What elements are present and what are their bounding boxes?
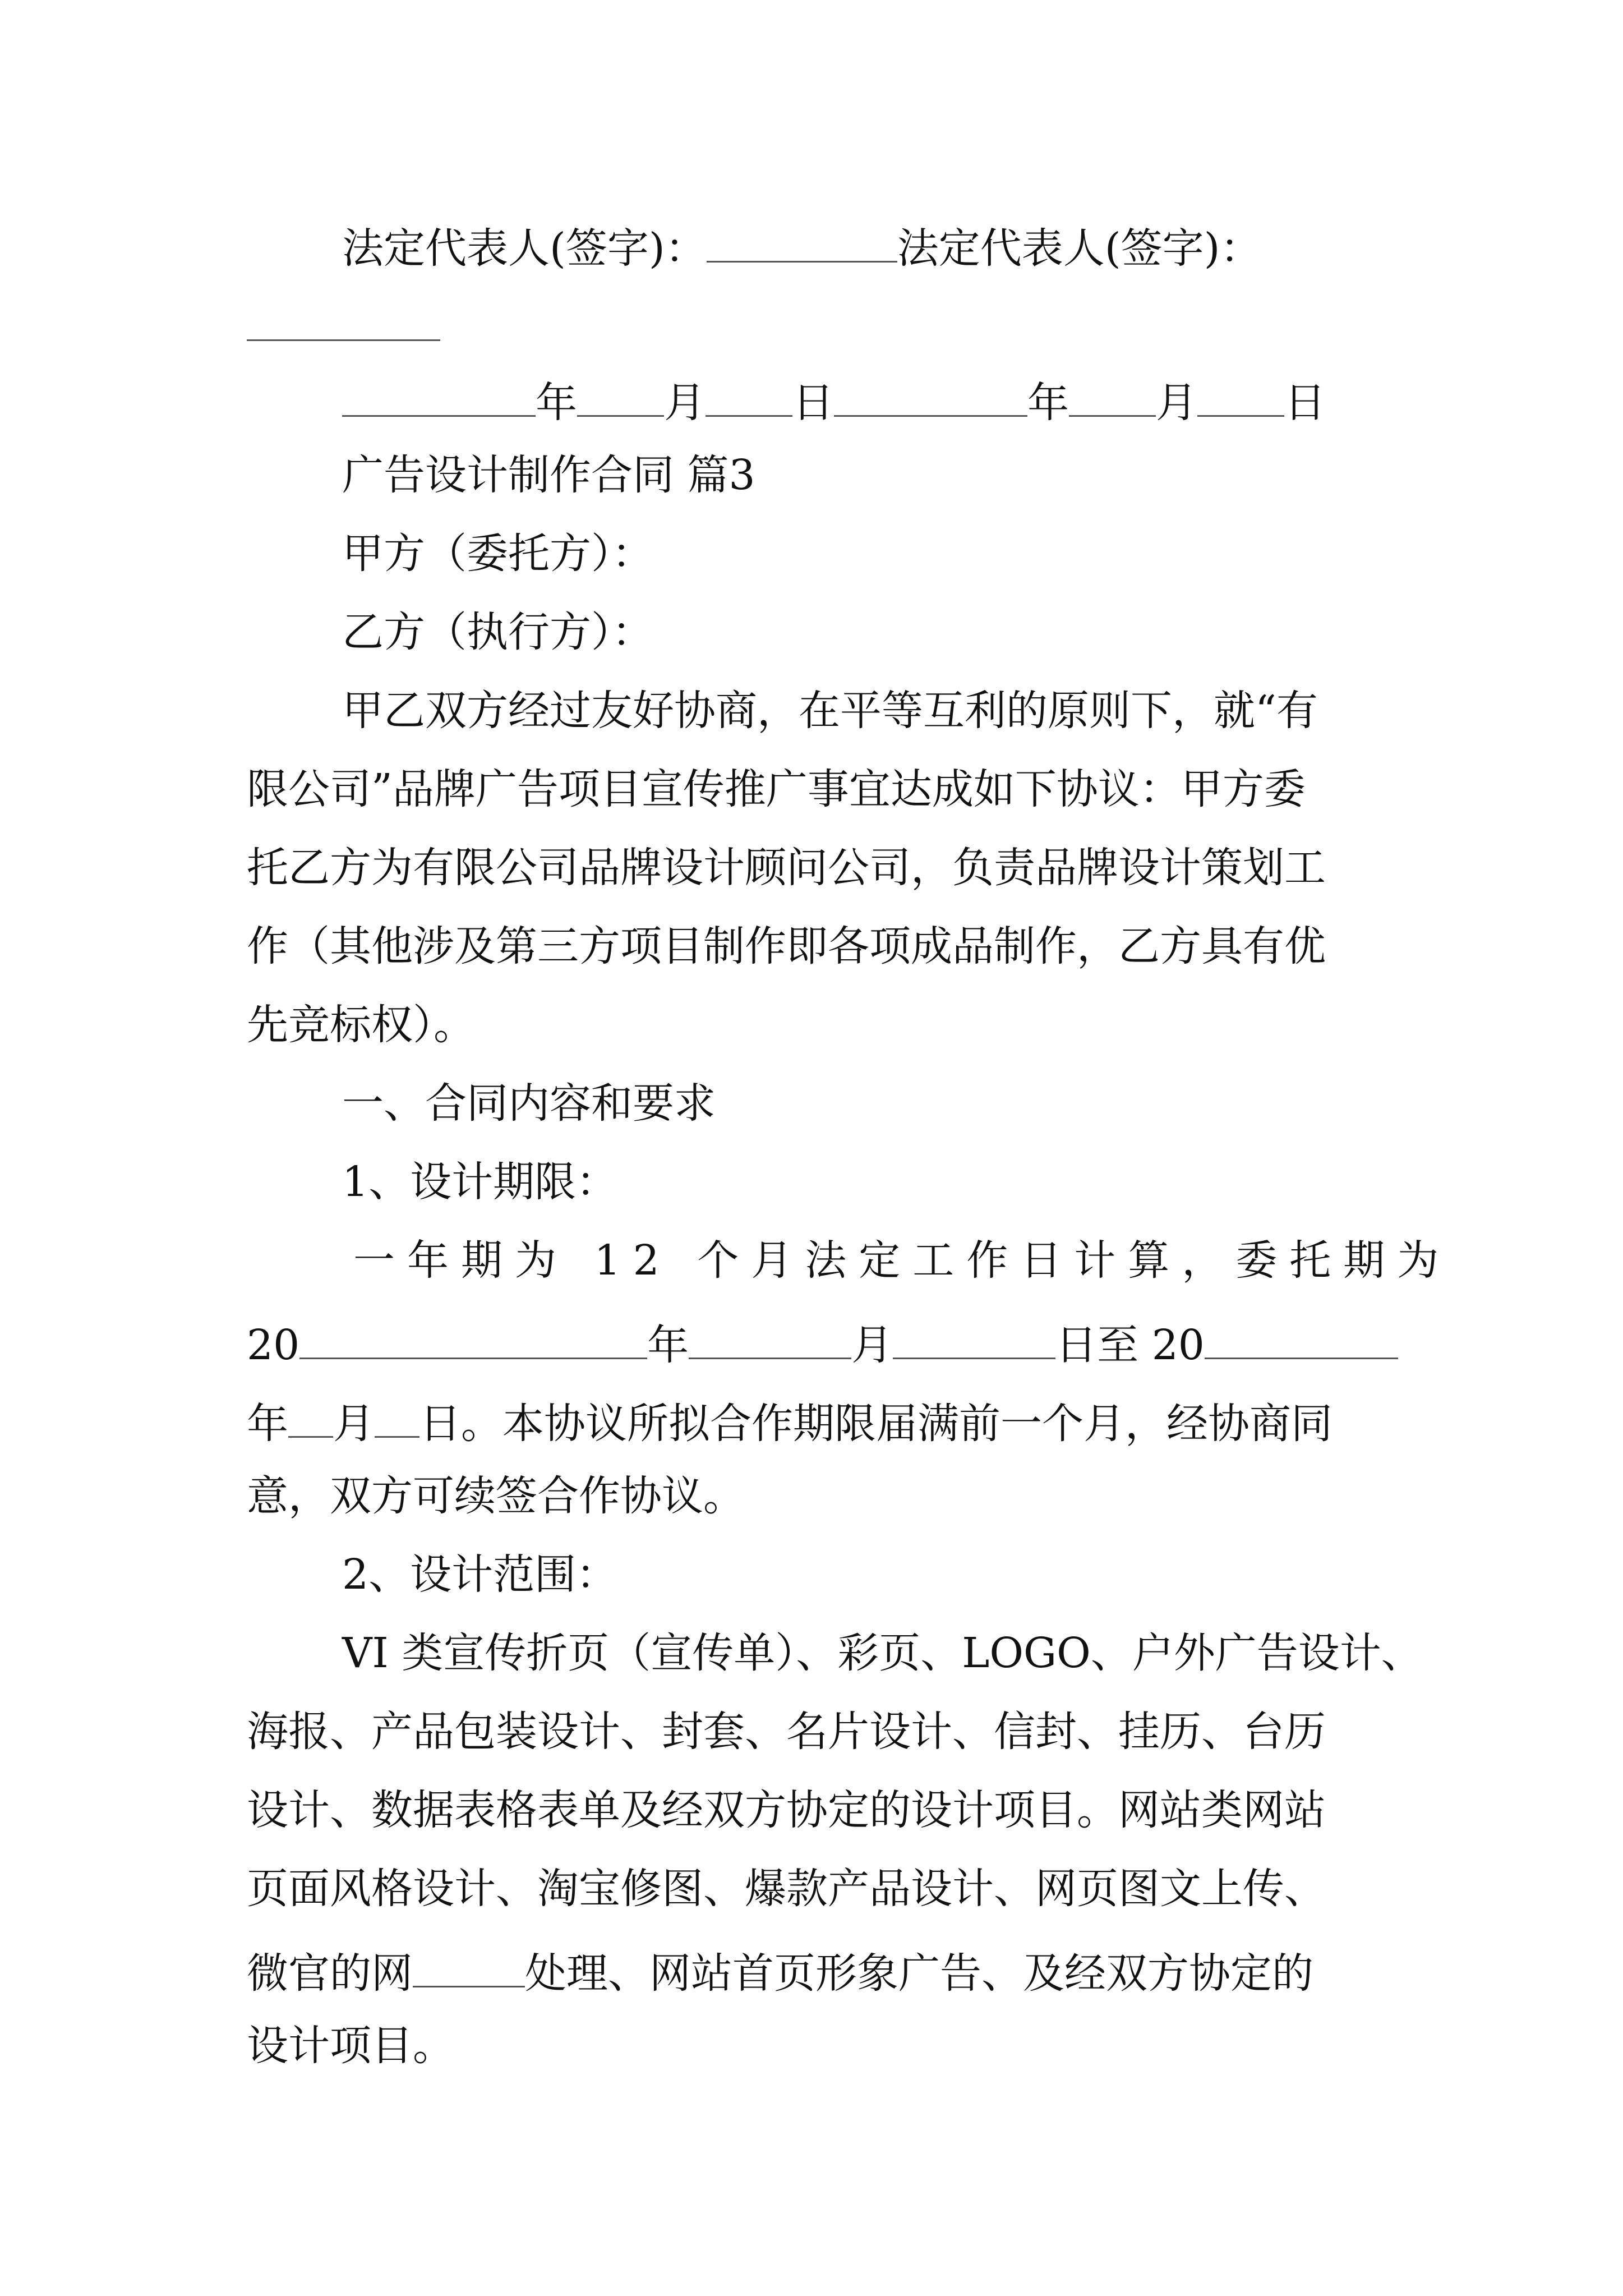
signature-line (342, 222, 1262, 273)
intro-line-3: 托乙方为有限公司品牌设计顾问公司，负责品牌设计策划工 (247, 844, 1326, 892)
intro-line-2: 限公司”品牌广告项目宣传推广事宜达成如下协议：甲方委 (247, 765, 1306, 813)
item-2-line-2: 海报、产品包装设计、封套、名片设计、信封、挂历、台历 (247, 1708, 1326, 1756)
intro-line-4: 作（其他涉及第三方项目制作即各项成品制作，乙方具有优 (247, 922, 1326, 970)
item-2-line-6: 设计项目。 (247, 2022, 454, 2070)
section-1-heading: 一、合同内容和要求 (342, 1079, 716, 1128)
item-2-line-3: 设计、数据表格表单及经双方协定的设计项目。网站类网站 (247, 1786, 1326, 1834)
date-line (342, 376, 1326, 427)
item-2-title: 2、设计范围： (342, 1550, 618, 1599)
signature-blank-right-line (247, 300, 440, 348)
intro-line-1: 甲乙双方经过友好协商，在平等互利的原则下，就“有 (342, 687, 1318, 735)
item-1-line-1: 一年期为 12 个月法定工作日计算，委托期为 (353, 1236, 1451, 1285)
item-2-line-4: 页面风格设计、淘宝修图、爆款产品设计、网页图文上传、 (247, 1865, 1326, 1913)
blank-start-month (689, 1318, 851, 1359)
date-day-right: 日 (1284, 379, 1326, 427)
blank-end-year (1205, 1318, 1398, 1359)
item-2-line-1: VI 类宣传折页（宣传单）、彩页、LOGO、户外广告设计、 (342, 1629, 1423, 1677)
date-day-left: 日 (792, 379, 834, 427)
date-month-right: 月 (1156, 379, 1197, 427)
party-b-label: 乙方（执行方）： (342, 608, 653, 656)
date-year-right: 年 (1027, 379, 1069, 427)
signature-label-left: 法定代表人(签字)： (342, 224, 707, 273)
blank-wechat (413, 1947, 525, 1987)
item-1-line-3: 年 月 日。本协议所拟合作期限届满前一个月，经协商同 (247, 1397, 1332, 1444)
party-a-label: 甲方（委托方）： (342, 530, 653, 578)
blank-end-day (375, 1397, 419, 1438)
item-1-title: 1、设计期限： (342, 1158, 618, 1206)
date-month-left: 月 (664, 379, 706, 427)
date-year-left: 年 (536, 379, 577, 427)
intro-line-5: 先竞标权）。 (247, 1001, 475, 1049)
blank-start-year (299, 1318, 647, 1359)
signature-blank-left (707, 222, 897, 263)
item-1-line-4: 意，双方可续签合作协议。 (247, 1472, 745, 1520)
signature-label-right: 法定代表人(签字)： (897, 224, 1262, 273)
item-2-line-5: 微官的网 处理、网站首页形象广告、及经双方协定的 (247, 1947, 1313, 1994)
item-1-line-2: 20 年 月 日至 20 (247, 1318, 1398, 1366)
signature-blank-right (247, 300, 440, 341)
blank-end-month (288, 1397, 333, 1438)
contract-heading: 广告设计制作合同 篇3 (342, 451, 755, 499)
blank-start-day (893, 1318, 1055, 1359)
